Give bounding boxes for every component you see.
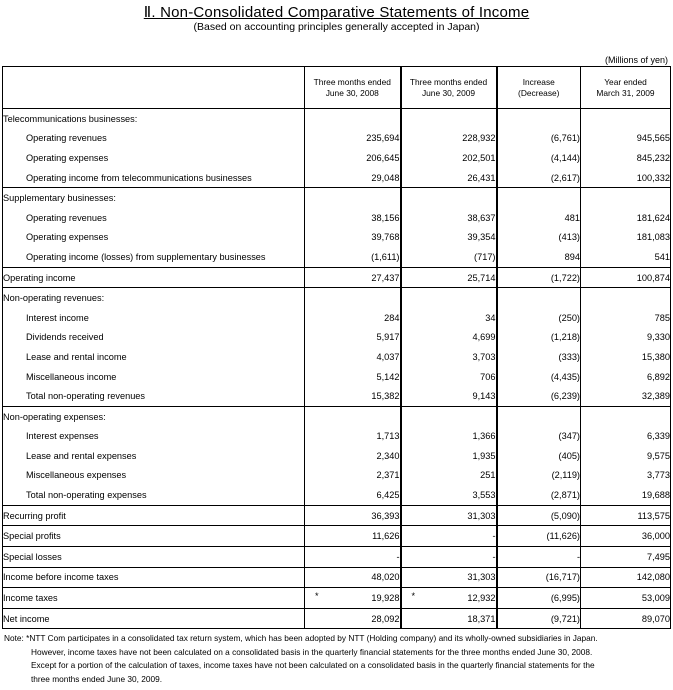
table-row — [3, 406, 671, 426]
table-row — [3, 347, 671, 367]
cell-value: 9,575 — [581, 446, 671, 466]
cell-value: 18,371 — [401, 608, 497, 629]
row-label: Operating income (losses) from supplementary businesses — [3, 247, 305, 267]
table-row — [3, 588, 671, 609]
cell-value: 1,713 — [305, 427, 401, 447]
cell-value: (4,435) — [497, 367, 581, 387]
cell-value: (2,871) — [497, 485, 581, 505]
cell-value — [581, 188, 671, 208]
cell-value: (6,239) — [497, 386, 581, 406]
footnote-line: However, income taxes have not been calculated on a consolidated basis in the quarterly financial statements for the three months ended June 30, 2008. — [31, 646, 593, 657]
cell-value: 251 — [401, 466, 497, 486]
cell-value: (6,995) — [497, 588, 581, 609]
cell-value — [497, 188, 581, 208]
cell-value: 38,637 — [401, 208, 497, 228]
footnote-line: Note: *NTT Com participates in a consolidated tax return system, which has been adopted by NTT (Holding company) and its wholly-owned subsidiaries in Japan. — [4, 633, 598, 643]
cell-value: 228,932 — [401, 129, 497, 149]
cell-value — [305, 109, 401, 129]
cell-value: (5,090) — [497, 505, 581, 526]
footnote-marker: * — [411, 591, 416, 602]
cell-value: (405) — [497, 446, 581, 466]
footnote-line: three months ended June 30, 2009. — [31, 673, 163, 684]
table-row — [3, 228, 671, 248]
cell-value: 32,389 — [581, 386, 671, 406]
table-row — [3, 208, 671, 228]
header-blank — [3, 67, 305, 109]
table-row — [3, 608, 671, 629]
cell-value — [401, 188, 497, 208]
cell-value — [581, 288, 671, 308]
cell-value: - — [401, 547, 497, 568]
cell-value: 39,354 — [401, 228, 497, 248]
cell-value: 7,495 — [581, 547, 671, 568]
cell-value: (4,144) — [497, 148, 581, 168]
row-label: Special profits — [3, 526, 305, 547]
table-row — [3, 367, 671, 387]
page-title: Ⅱ. Non-Consolidated Comparative Statements of Income — [143, 4, 530, 21]
units-label: (Millions of yen) — [604, 55, 668, 65]
cell-value: (16,717) — [497, 567, 581, 588]
row-label: Income before income taxes — [3, 567, 305, 588]
cell-value: 12,932 * — [401, 588, 497, 609]
cell-value: 36,393 — [305, 505, 401, 526]
cell-value: - — [305, 547, 401, 568]
cell-value: 28,092 — [305, 608, 401, 629]
cell-value: (2,119) — [497, 466, 581, 486]
cell-value — [401, 109, 497, 129]
cell-value: 26,431 — [401, 168, 497, 188]
table-row — [3, 129, 671, 149]
row-label: Operating income — [3, 267, 305, 288]
cell-value — [401, 406, 497, 426]
cell-value: 48,020 — [305, 567, 401, 588]
column-header-fy-2009: Year ended March 31, 2009 — [581, 67, 671, 109]
cell-value: (1,218) — [497, 328, 581, 348]
table-row — [3, 109, 671, 129]
cell-value: 706 — [401, 367, 497, 387]
cell-value: 9,143 — [401, 386, 497, 406]
cell-value: 53,009 — [581, 588, 671, 609]
cell-value: 36,000 — [581, 526, 671, 547]
cell-value: 481 — [497, 208, 581, 228]
cell-value: 181,624 — [581, 208, 671, 228]
cell-value — [581, 406, 671, 426]
table-row — [3, 427, 671, 447]
cell-value: 2,371 — [305, 466, 401, 486]
row-label: Income taxes — [3, 588, 305, 609]
table-row — [3, 466, 671, 486]
table-row — [3, 505, 671, 526]
cell-value: 1,935 — [401, 446, 497, 466]
cell-value — [497, 109, 581, 129]
cell-value: (6,761) — [497, 129, 581, 149]
cell-value: 31,303 — [401, 567, 497, 588]
table-row — [3, 267, 671, 288]
cell-value: 202,501 — [401, 148, 497, 168]
row-label: Lease and rental expenses — [26, 450, 137, 461]
table-row — [3, 547, 671, 568]
table-row — [3, 168, 671, 188]
cell-value: 3,553 — [401, 485, 497, 505]
row-label: Non-operating revenues: — [3, 293, 105, 304]
cell-value: 894 — [497, 247, 581, 267]
cell-value: 3,703 — [401, 347, 497, 367]
table-row — [3, 446, 671, 466]
cell-value: 34 — [401, 308, 497, 328]
row-label: Lease and rental income — [26, 351, 127, 362]
row-label: Operating revenues — [26, 133, 107, 144]
income-statement-table — [2, 66, 671, 629]
cell-value: (717) — [401, 247, 497, 267]
row-label: Special losses — [3, 547, 305, 568]
cell-value: (1,722) — [497, 267, 581, 288]
column-header-q1-2008: Three months ended June 30, 2008 — [305, 67, 401, 109]
cell-value: (9,721) — [497, 608, 581, 629]
cell-value: 3,773 — [581, 466, 671, 486]
cell-value — [497, 288, 581, 308]
cell-value: 5,142 — [305, 367, 401, 387]
row-label: Operating expenses — [26, 232, 109, 243]
table-row — [3, 288, 671, 308]
cell-value: (11,626) — [497, 526, 581, 547]
cell-value: 5,917 — [305, 328, 401, 348]
cell-value: 25,714 — [401, 267, 497, 288]
cell-value: 100,332 — [581, 168, 671, 188]
cell-value: 284 — [305, 308, 401, 328]
cell-value: 31,303 — [401, 505, 497, 526]
row-label: Supplementary businesses: — [3, 193, 116, 204]
table-row — [3, 526, 671, 547]
cell-value: 142,080 — [581, 567, 671, 588]
cell-value: (250) — [497, 308, 581, 328]
cell-value — [581, 109, 671, 129]
cell-value — [305, 288, 401, 308]
cell-value: (413) — [497, 228, 581, 248]
cell-value — [401, 288, 497, 308]
row-label: Total non-operating revenues — [3, 386, 305, 406]
table-row — [3, 386, 671, 406]
table-row — [3, 567, 671, 588]
cell-value: 6,339 — [581, 427, 671, 447]
row-label: Dividends received — [26, 332, 104, 343]
cell-value — [305, 188, 401, 208]
table-row — [3, 308, 671, 328]
cell-value: 1,366 — [401, 427, 497, 447]
cell-value: 2,340 — [305, 446, 401, 466]
cell-value: 38,156 — [305, 208, 401, 228]
table-row — [3, 148, 671, 168]
cell-value: 845,232 — [581, 148, 671, 168]
row-label: Miscellaneous expenses — [26, 470, 127, 481]
cell-value: 6,892 — [581, 367, 671, 387]
footnote-line: Except for a portion of the calculation of taxes, income taxes have not been calculated on a consolidated basis in the quarterly financial statements for the — [31, 660, 595, 671]
column-header-q1-2009: Three months ended June 30, 2009 — [401, 67, 497, 109]
cell-value: 15,380 — [581, 347, 671, 367]
table-row — [3, 328, 671, 348]
cell-value: (347) — [497, 427, 581, 447]
row-label: Telecommunications businesses: — [3, 113, 138, 124]
row-label: Interest income — [26, 312, 89, 323]
page-subtitle: (Based on accounting principles generally accepted in Japan) — [193, 21, 480, 33]
table-row — [3, 485, 671, 505]
cell-value: 9,330 — [581, 328, 671, 348]
cell-value: 181,083 — [581, 228, 671, 248]
table-header-row — [3, 67, 671, 109]
row-label: Operating expenses — [26, 152, 109, 163]
row-label: Recurring profit — [3, 505, 305, 526]
cell-value: 235,694 — [305, 129, 401, 149]
cell-value: (1,611) — [305, 247, 401, 267]
cell-value — [305, 406, 401, 426]
row-label: Net income — [3, 613, 50, 624]
cell-value: 113,575 — [581, 505, 671, 526]
footnote-marker: * — [315, 591, 319, 602]
column-header-increase: Increase (Decrease) — [497, 67, 581, 109]
cell-value: 206,645 — [305, 148, 401, 168]
cell-value: 15,382 — [305, 386, 401, 406]
cell-value: (2,617) — [497, 168, 581, 188]
cell-value: 4,037 — [305, 347, 401, 367]
cell-value — [497, 406, 581, 426]
cell-value: 29,048 — [305, 168, 401, 188]
row-label: Non-operating expenses: — [3, 411, 106, 422]
cell-value: 19,688 — [581, 485, 671, 505]
row-label: Miscellaneous income — [26, 371, 117, 382]
table-row — [3, 188, 671, 208]
cell-value: 4,699 — [401, 328, 497, 348]
footnote — [4, 632, 664, 686]
cell-value: (333) — [497, 347, 581, 367]
cell-value: 6,425 — [305, 485, 401, 505]
cell-value: 945,565 — [581, 129, 671, 149]
row-label: Total non-operating expenses — [3, 485, 305, 505]
cell-value: 27,437 — [305, 267, 401, 288]
row-label: Operating revenues — [26, 212, 107, 223]
row-label: Interest expenses — [26, 431, 99, 442]
cell-value: 100,874 — [581, 267, 671, 288]
row-label: Operating income from telecommunications businesses — [3, 168, 305, 188]
cell-value: - — [497, 547, 581, 568]
table-row — [3, 247, 671, 267]
cell-value: 541 — [581, 247, 671, 267]
cell-value: 39,768 — [305, 228, 401, 248]
cell-value: 11,626 — [305, 526, 401, 547]
cell-value: 785 — [581, 308, 671, 328]
cell-value: 19,928 * — [305, 588, 401, 609]
cell-value: 89,070 — [581, 608, 671, 629]
cell-value: - — [401, 526, 497, 547]
